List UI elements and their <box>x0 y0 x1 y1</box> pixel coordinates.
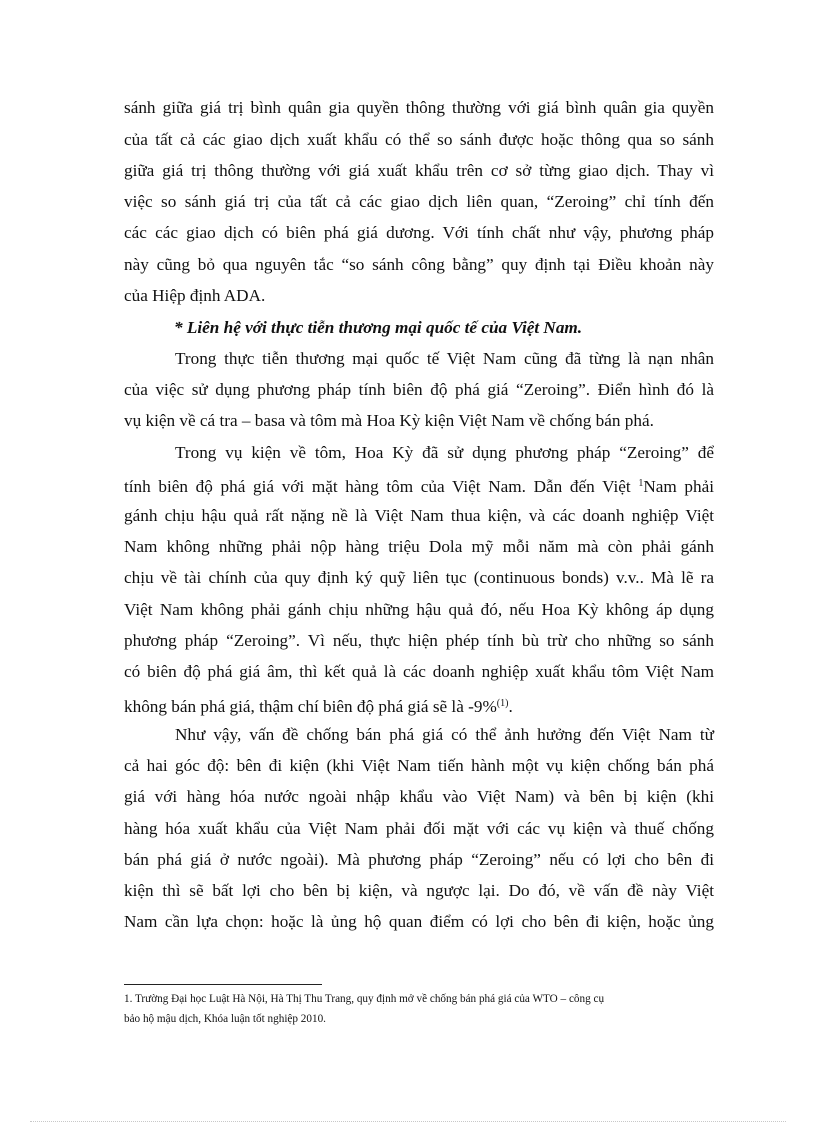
body-line: kiện thì sẽ bất lợi cho bên bị kiện, và ngược lại. Do đó, về vấn đề này Việt <box>124 881 714 900</box>
text-run: . <box>508 697 513 716</box>
body-line: chịu về tài chính của quy định ký quỹ liên tục (continuous bonds) v.v.. Mà lẽ ra <box>124 568 714 587</box>
body-line: Nam cần lựa chọn: hoặc là ủng hộ quan điểm có lợi cho bên đi kiện, hoặc ủng <box>124 912 714 931</box>
body-line: cả hai góc độ: bên đi kiện (khi Việt Nam tiến hành một vụ kiện chống bán phá <box>124 756 714 775</box>
footnote-separator <box>124 984 322 985</box>
footnote-line: 1. Trường Đại học Luật Hà Nội, Hà Thị Thu Trang, quy định mở về chống bán phá giá của WTO – công cụ <box>124 993 605 1005</box>
section-heading: * Liên hệ với thực tiễn thương mại quốc tế của Việt Nam. <box>174 318 583 337</box>
text-run: Nam phải <box>643 477 714 496</box>
text-run: không bán phá giá, thậm chí biên độ phá giá sẽ là -9% <box>124 697 497 716</box>
body-line: có biên độ phá giá âm, thì kết quả là các doanh nghiệp xuất khẩu tôm Việt Nam <box>124 662 714 681</box>
body-line: này cũng bỏ qua nguyên tắc “so sánh công bằng” quy định tại Điều khoản này <box>124 255 714 274</box>
body-line: các các giao dịch có biên phá giá dương. Với tính chất như vậy, phương pháp <box>124 223 714 242</box>
body-line: Việt Nam không phải gánh chịu những hậu quả đó, nếu Hoa Kỳ không áp dụng <box>124 600 714 619</box>
body-line: hàng hóa xuất khẩu của Việt Nam phải đối mặt với các vụ kiện và thuế chống <box>124 819 714 838</box>
body-line: Trong vụ kiện về tôm, Hoa Kỳ đã sử dụng phương pháp “Zeroing” để <box>175 443 714 462</box>
body-line: giá với hàng hóa nước ngoài nhập khẩu vào Việt Nam) và bên bị kiện (khi <box>124 787 714 806</box>
body-line: vụ kiện về cá tra – basa và tôm mà Hoa Kỳ kiện Việt Nam về chống bán phá. <box>124 411 654 430</box>
footnote-reference[interactable]: 1 <box>638 478 644 489</box>
body-line: của Hiệp định ADA. <box>124 286 266 305</box>
body-line: việc so sánh giá trị của tất cả các giao dịch liên quan, “Zeroing” chỉ tính đến <box>124 192 714 211</box>
body-line: của tất cả các giao dịch xuất khẩu có thể so sánh được hoặc thông qua so sánh <box>124 130 714 149</box>
body-line: Trong thực tiễn thương mại quốc tế Việt Nam cũng đã từng là nạn nhân <box>175 349 714 368</box>
body-line: sánh giữa giá trị bình quân gia quyền thông thường với giá bình quân gia quyền <box>124 98 714 117</box>
citation-marker: (1) <box>496 698 509 709</box>
body-line: gánh chịu hậu quả rất nặng nề là Việt Nam thua kiện, và các doanh nghiệp Việt <box>124 506 714 525</box>
body-line: bán phá giá ở nước ngoài). Mà phương pháp “Zeroing” nếu có lợi cho bên đi <box>124 850 714 869</box>
body-line: giữa giá trị thông thường với giá xuất khẩu trên cơ sở từng giao dịch. Thay vì <box>124 161 714 180</box>
body-line: Nam không những phải nộp hàng triệu Dola mỹ mỗi năm mà còn phải gánh <box>124 537 714 556</box>
body-line <box>124 694 714 717</box>
body-line <box>124 474 714 497</box>
body-line: phương pháp “Zeroing”. Vì nếu, thực hiện phép tính bù trừ cho những so sánh <box>124 631 714 650</box>
page-boundary <box>30 1121 786 1122</box>
text-run: tính biên độ phá giá với mặt hàng tôm của Việt Nam. Dẫn đến Việt <box>124 477 639 496</box>
footnote-line: bảo hộ mậu dịch, Khóa luận tốt nghiệp 2010. <box>124 1013 326 1025</box>
body-line: của việc sử dụng phương pháp tính biên độ phá giá “Zeroing”. Điển hình đó là <box>124 380 714 399</box>
body-line: Như vậy, vấn đề chống bán phá giá có thể ảnh hưởng đến Việt Nam từ <box>175 725 714 744</box>
